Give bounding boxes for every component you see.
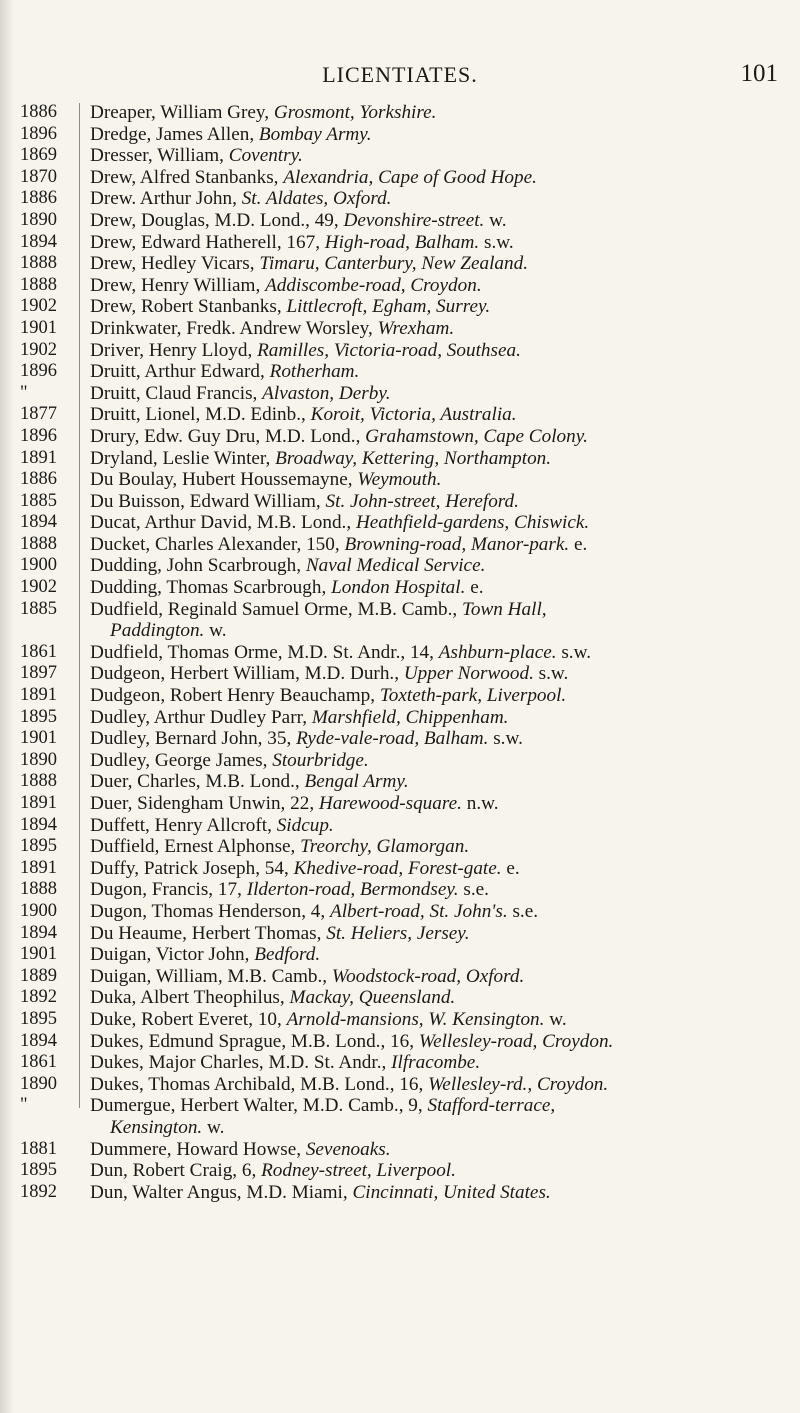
entry-text	[90, 836, 796, 858]
entry-year: 1894	[20, 922, 57, 943]
licentiates-list	[0, 102, 800, 1203]
list-item	[0, 1095, 800, 1138]
entry-year: 1894	[20, 814, 57, 835]
entry-text	[90, 1074, 796, 1096]
entry-year: 1894	[20, 1030, 57, 1051]
entry-address: Coventry.	[228, 145, 303, 167]
entry-address: Ramilles, Victoria-road, Southsea.	[257, 339, 521, 361]
list-item	[0, 210, 800, 232]
entry-text	[90, 1182, 796, 1204]
entry-text	[90, 555, 796, 577]
entry-name: Drew, Edward Hatherell, 167,	[90, 231, 325, 253]
entry-text	[90, 124, 796, 146]
entry-address: St. Aldates, Oxford.	[241, 188, 392, 210]
entry-address: Ashburn-place.	[438, 641, 557, 663]
entry-year: 1895	[20, 836, 57, 857]
entry-year: 1888	[20, 879, 57, 900]
entry-year: 1902	[20, 339, 57, 360]
entry-name: Du Heaume, Herbert Thomas,	[90, 922, 327, 944]
entry-address: Stourbridge.	[272, 749, 369, 771]
entry-text	[90, 426, 796, 448]
entry-year: 1892	[20, 987, 57, 1008]
entry-year: 1890	[20, 1073, 57, 1094]
list-item	[0, 944, 800, 966]
entry-address: Rotherham.	[269, 361, 360, 383]
entry-continuation	[90, 620, 796, 642]
list-item	[0, 923, 800, 945]
entry-name: Ducat, Arthur David, M.B. Lond.,	[90, 512, 356, 534]
list-item	[0, 577, 800, 599]
entry-text	[90, 318, 796, 340]
list-item	[0, 124, 800, 146]
entry-address: Bedford.	[254, 944, 321, 966]
entry-name: Dresser, William,	[90, 145, 229, 167]
list-item	[0, 404, 800, 426]
entry-text	[90, 102, 796, 124]
entry-name: Duffy, Patrick Joseph, 54,	[90, 857, 294, 879]
list-item	[0, 987, 800, 1009]
entry-text	[90, 901, 796, 923]
entry-name: Dryland, Leslie Winter,	[90, 447, 276, 469]
list-item	[0, 275, 800, 297]
entry-name: Drew, Hedley Vicars,	[90, 253, 260, 275]
list-item	[0, 232, 800, 254]
entry-address: Wrexham.	[377, 317, 455, 339]
list-item	[0, 491, 800, 513]
entry-address: Stafford-terrace,	[427, 1095, 556, 1117]
entry-name: Dudley, Bernard John, 35,	[90, 728, 297, 750]
entry-text	[90, 944, 796, 966]
entry-text	[90, 642, 796, 664]
entry-name: Dukes, Thomas Archibald, M.B. Lond., 16,	[90, 1073, 429, 1095]
entry-name: Dugon, Francis, 17,	[90, 879, 247, 901]
entry-address: Weymouth.	[357, 469, 442, 491]
entry-name: Du Boulay, Hubert Houssemayne,	[90, 469, 358, 491]
entry-name: Dredge, James Allen,	[90, 123, 259, 145]
entry-year: 1901	[20, 728, 57, 749]
list-item	[0, 1074, 800, 1096]
page-header	[0, 62, 800, 92]
entry-district: s.w.	[479, 231, 514, 253]
list-item	[0, 1139, 800, 1161]
entry-address: Littlecroft, Egham, Surrey.	[286, 296, 491, 318]
entry-text	[90, 728, 796, 750]
entry-year: 1886	[20, 102, 57, 122]
entry-year: 1895	[20, 1160, 57, 1181]
entry-name: Ducket, Charles Alexander, 150,	[90, 533, 345, 555]
entry-year: 1877	[20, 404, 57, 425]
entry-text	[90, 577, 796, 599]
entry-year: 1901	[20, 317, 57, 338]
entry-text	[90, 1052, 796, 1074]
entry-name: Duka, Albert Theophilus,	[90, 987, 290, 1009]
entry-year: 1894	[20, 231, 57, 252]
entry-year: 1896	[20, 123, 57, 144]
entry-name: Druitt, Arthur Edward,	[90, 361, 270, 383]
entry-address: Wellesley-road, Croydon.	[418, 1030, 614, 1052]
entry-name: Driver, Henry Lloyd,	[90, 339, 258, 361]
entry-address: Addiscombe-road, Croydon.	[265, 274, 482, 296]
entry-district: s.w.	[556, 641, 591, 663]
entry-address-continued: Kensington.	[110, 1116, 203, 1138]
entry-year: 1894	[20, 512, 57, 533]
list-item	[0, 188, 800, 210]
entry-name: Duigan, Victor John,	[90, 944, 255, 966]
entry-address: London Hospital.	[331, 577, 466, 599]
list-item	[0, 1160, 800, 1182]
entry-address: Heathfield-gardens, Chiswick.	[355, 512, 590, 534]
entry-address: Naval Medical Service.	[305, 555, 486, 577]
entry-address: Harewood-square.	[318, 793, 462, 814]
entry-address: Bombay Army.	[258, 123, 372, 145]
entry-district: w.	[544, 1008, 567, 1030]
entry-year: 1886	[20, 188, 57, 209]
entry-name: Drinkwater, Fredk. Andrew Worsley,	[90, 317, 378, 339]
list-item	[0, 707, 800, 729]
entry-year: 1891	[20, 447, 57, 468]
entry-year: 1897	[20, 663, 57, 684]
entry-name: Duer, Sidengham Unwin, 22,	[90, 793, 319, 814]
entry-address: Bengal Army.	[304, 771, 409, 793]
entry-text	[90, 340, 796, 362]
list-item	[0, 469, 800, 491]
entry-name: Duer, Charles, M.B. Lond.,	[90, 771, 305, 793]
entry-address: Ilfracombe.	[391, 1052, 481, 1074]
running-title: LICENTIATES.	[322, 62, 478, 87]
list-item	[0, 836, 800, 858]
entry-year: 1891	[20, 685, 57, 706]
list-item	[0, 448, 800, 470]
list-item	[0, 361, 800, 383]
entry-year: 1886	[20, 469, 57, 490]
entry-year: "	[20, 1095, 28, 1116]
entry-district: e.	[569, 533, 588, 555]
list-item	[0, 296, 800, 318]
entry-year: 1892	[20, 1181, 57, 1202]
entry-name: Duigan, William, M.B. Camb.,	[90, 965, 332, 987]
entry-district: s.w.	[488, 728, 523, 750]
entry-text	[90, 361, 796, 383]
list-item	[0, 512, 800, 534]
entry-address: Woodstock-road, Oxford.	[331, 965, 525, 987]
entry-year: 1888	[20, 253, 57, 274]
list-item	[0, 102, 800, 124]
entry-text	[90, 750, 796, 772]
entry-address: St. John-street, Hereford.	[325, 490, 519, 512]
entry-year: 1895	[20, 1008, 57, 1029]
entry-year: 1890	[20, 209, 57, 230]
entry-year: 1890	[20, 749, 57, 770]
entry-address: Timaru, Canterbury, New Zealand.	[259, 253, 528, 275]
entry-text	[90, 923, 796, 945]
entry-text	[90, 1139, 796, 1161]
entry-name: Dudfield, Thomas Orme, M.D. St. Andr., 14,	[90, 641, 439, 663]
entry-address: Treorchy, Glamorgan.	[300, 836, 470, 858]
list-item	[0, 685, 800, 707]
entry-text	[90, 534, 796, 556]
entry-name: Dudgeon, Herbert William, M.D. Durh.,	[90, 663, 404, 685]
list-item	[0, 534, 800, 556]
entry-year: 1888	[20, 533, 57, 554]
entry-text	[90, 1031, 796, 1053]
entry-text	[90, 145, 796, 167]
entry-district: w.	[484, 209, 507, 231]
list-item	[0, 1009, 800, 1031]
entry-year: 1902	[20, 296, 57, 317]
entry-text	[90, 448, 796, 470]
entry-text	[90, 599, 796, 642]
entry-name: Duke, Robert Everet, 10,	[90, 1008, 287, 1030]
entry-address: Mackay, Queensland.	[289, 987, 456, 1009]
entry-text	[90, 879, 796, 901]
entry-name: Dummere, Howard Howse,	[90, 1138, 306, 1160]
entry-address: Wellesley-rd., Croydon.	[428, 1073, 609, 1095]
list-item	[0, 750, 800, 772]
entry-text	[90, 685, 796, 707]
list-item	[0, 1052, 800, 1074]
entry-text	[90, 469, 796, 491]
entry-text	[90, 491, 796, 513]
entry-year: 1891	[20, 793, 57, 813]
entry-address: Cincinnati, United States.	[352, 1181, 551, 1203]
entry-text	[90, 404, 796, 426]
entry-name: Drew, Henry William,	[90, 274, 266, 296]
list-item	[0, 642, 800, 664]
entry-address: Devonshire-street.	[343, 209, 485, 231]
list-item	[0, 167, 800, 189]
entry-district: s.w.	[533, 663, 569, 685]
entry-name: Duffield, Ernest Alphonse,	[90, 836, 301, 858]
entry-year: 1885	[20, 598, 57, 619]
list-item	[0, 340, 800, 362]
list-item	[0, 793, 800, 815]
entry-text	[90, 383, 796, 405]
entry-year: 1869	[20, 145, 57, 166]
list-item	[0, 728, 800, 750]
entry-text	[90, 1009, 796, 1031]
list-item	[0, 771, 800, 793]
entry-year: "	[20, 382, 28, 403]
entry-address: Browning-road, Manor-park.	[344, 533, 570, 555]
entry-district: n.w.	[461, 793, 499, 814]
entry-year: 1901	[20, 944, 57, 965]
entry-district: w.	[202, 1116, 225, 1138]
entry-name: Dumergue, Herbert Walter, M.D. Camb., 9,	[90, 1095, 428, 1117]
entry-text	[90, 707, 796, 729]
list-item	[0, 318, 800, 340]
entry-name: Dugon, Thomas Henderson, 4,	[90, 900, 330, 922]
entry-name: Druitt, Lionel, M.D. Edinb.,	[90, 404, 311, 426]
entry-name: Drew. Arthur John,	[90, 188, 242, 210]
entry-text	[90, 232, 796, 254]
entry-year: 1885	[20, 490, 57, 511]
entry-district: e.	[465, 577, 484, 599]
list-item	[0, 1182, 800, 1204]
entry-address: Sevenoaks.	[305, 1138, 391, 1160]
entry-name: Drury, Edw. Guy Dru, M.D. Lond.,	[90, 425, 366, 447]
entry-address: St. Heliers, Jersey.	[326, 922, 470, 944]
entry-address: Grosmont, Yorkshire.	[273, 102, 437, 123]
list-item	[0, 383, 800, 405]
entry-text	[90, 815, 796, 837]
list-item	[0, 815, 800, 837]
entry-year: 1888	[20, 771, 57, 792]
entry-name: Drew, Alfred Stanbanks,	[90, 166, 284, 188]
entry-address: Ryde-vale-road, Balham.	[296, 728, 489, 750]
entry-address: Rodney-street, Liverpool.	[261, 1160, 456, 1182]
entry-year: 1870	[20, 166, 57, 187]
entry-text	[90, 188, 796, 210]
list-item	[0, 663, 800, 685]
entry-name: Dun, Walter Angus, M.D. Miami,	[90, 1181, 353, 1203]
entry-text	[90, 253, 796, 275]
entry-name: Drew, Douglas, M.D. Lond., 49,	[90, 209, 344, 231]
entry-text	[90, 793, 796, 815]
entry-name: Druitt, Claud Francis,	[90, 382, 263, 404]
entry-address: Albert-road, St. John's.	[330, 900, 508, 922]
entry-district: w.	[204, 620, 227, 642]
list-item	[0, 253, 800, 275]
entry-name: Dudfield, Reginald Samuel Orme, M.B. Camb.,	[90, 598, 462, 620]
entry-address: Alvaston, Derby.	[262, 382, 391, 404]
entry-continuation	[90, 1117, 796, 1139]
entry-address: Town Hall,	[461, 598, 547, 620]
entry-name: Dun, Robert Craig, 6,	[90, 1160, 262, 1182]
page-number: 101	[740, 60, 778, 87]
entry-year: 1900	[20, 555, 57, 576]
entry-address: Koroit, Victoria, Australia.	[310, 404, 517, 426]
entry-district: e.	[501, 857, 520, 879]
entry-address: Upper Norwood.	[403, 663, 534, 685]
entry-year: 1881	[20, 1138, 57, 1159]
entry-text	[90, 987, 796, 1009]
entry-address: Grahamstown, Cape Colony.	[365, 425, 588, 447]
entry-district: s.e.	[507, 900, 539, 922]
entry-year: 1896	[20, 425, 57, 446]
entry-district: s.e.	[458, 879, 489, 901]
entry-name: Duffett, Henry Allcroft,	[90, 814, 277, 836]
entry-year: 1900	[20, 900, 57, 921]
entry-year: 1902	[20, 577, 57, 598]
entry-year: 1891	[20, 857, 57, 878]
entry-address: Khedive-road, Forest-gate.	[293, 857, 502, 879]
entry-text	[90, 167, 796, 189]
entry-name: Dudley, George James,	[90, 749, 273, 771]
entry-address: Arnold-mansions, W. Kensington.	[286, 1008, 545, 1030]
entry-name: Dreaper, William Grey,	[90, 102, 274, 123]
entry-name: Dudgeon, Robert Henry Beauchamp,	[90, 685, 380, 707]
entry-name: Dukes, Edmund Sprague, M.B. Lond., 16,	[90, 1030, 419, 1052]
entry-text	[90, 210, 796, 232]
entry-name: Drew, Robert Stanbanks,	[90, 296, 287, 318]
entry-name: Dudding, John Scarbrough,	[90, 555, 306, 577]
entry-address: Ilderton-road, Bermondsey.	[246, 879, 459, 901]
entry-address: High-road, Balham.	[324, 231, 480, 253]
entry-name: Dudding, Thomas Scarbrough,	[90, 577, 332, 599]
entry-address: Alexandria, Cape of Good Hope.	[283, 166, 537, 188]
entry-text	[90, 858, 796, 880]
entry-text	[90, 512, 796, 534]
entry-year: 1896	[20, 361, 57, 382]
list-item	[0, 966, 800, 988]
list-item	[0, 555, 800, 577]
entry-text	[90, 296, 796, 318]
entry-text	[90, 1160, 796, 1182]
entry-year: 1895	[20, 706, 57, 727]
entry-address: Broadway, Kettering, Northampton.	[275, 447, 552, 469]
list-item	[0, 858, 800, 880]
entry-text	[90, 1095, 796, 1138]
list-item	[0, 599, 800, 642]
entry-address: Toxteth-park, Liverpool.	[379, 685, 567, 707]
list-item	[0, 145, 800, 167]
entry-year: 1888	[20, 274, 57, 295]
entry-text	[90, 966, 796, 988]
list-item	[0, 1031, 800, 1053]
entry-address: Marshfield, Chippenham.	[311, 706, 509, 728]
entry-year: 1861	[20, 641, 57, 662]
entry-year: 1861	[20, 1052, 57, 1073]
list-item	[0, 879, 800, 901]
entry-name: Dudley, Arthur Dudley Parr,	[90, 706, 312, 728]
entry-address-continued: Paddington.	[110, 620, 205, 642]
entry-text	[90, 771, 796, 793]
entry-text	[90, 663, 796, 685]
list-item	[0, 901, 800, 923]
entry-name: Du Buisson, Edward William,	[90, 490, 326, 512]
entry-name: Dukes, Major Charles, M.D. St. Andr.,	[90, 1052, 392, 1074]
list-item	[0, 426, 800, 448]
entry-text	[90, 275, 796, 297]
entry-year: 1889	[20, 965, 57, 986]
entry-address: Sidcup.	[276, 814, 334, 836]
